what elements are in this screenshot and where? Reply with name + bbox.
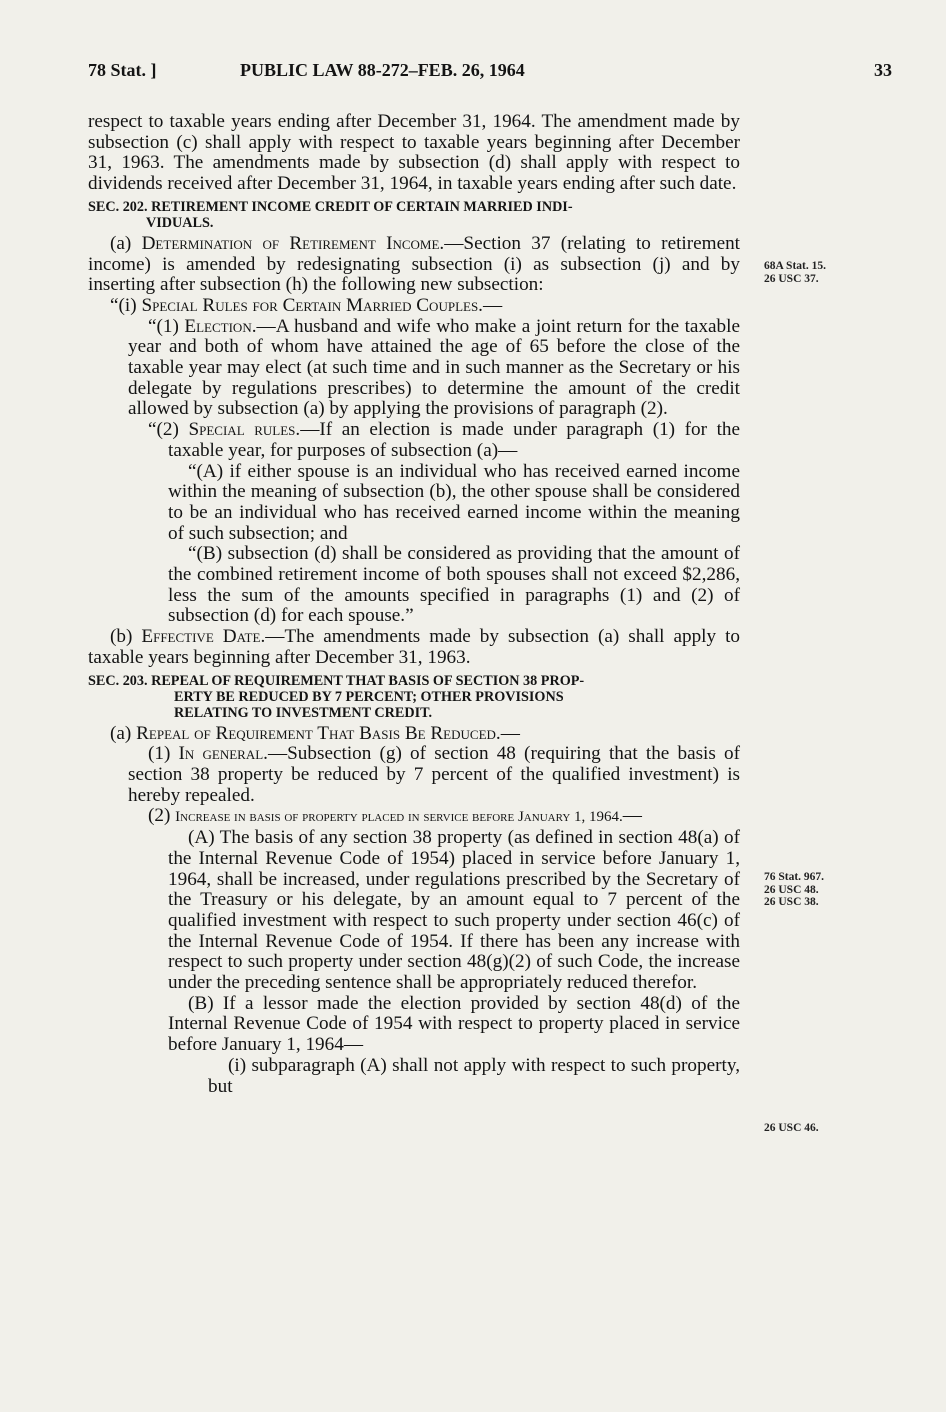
section-heading-202: SEC. 202. RETIREMENT INCOME CREDIT OF CERTAIN MARRIED INDI- VIDUALS. bbox=[88, 198, 573, 231]
subsection-b: (b) Effective Date.—The amendments made by subsection (a) shall apply to taxable years beginning after December 31, 1963. bbox=[88, 626, 741, 668]
subsection-a: (a) Determination of Retirement Income.—Section 37 (relating to retirement income) is amended by redesignating subsection (i) as subsection (j) and by inserting after subsection (h) the following new subsection: bbox=[88, 232, 741, 296]
repeal-subparagraph-B: (B) If a lessor made the election provided by section 48(d) of the Internal Revenue Code of 1954 with respect to property placed in service before January 1, 1964— bbox=[168, 992, 740, 1056]
subsection-i: “(i) Special Rules for Certain Married Couples.— bbox=[110, 294, 503, 316]
paragraph-1-election: “(1) Election.—A husband and wife who make a joint return for the taxable year and both of whom have attained the age of 65 before the close of the taxable year may elect (at such time and in such manner as the Secretary or his delegate by regulations prescribes) to determine the amount of the credit allowed by subsection (a) by applying the provisions of paragraph (2). bbox=[128, 315, 740, 420]
repeal-subsection-a: (a) Repeal of Requirement That Basis Be Reduced.— bbox=[110, 722, 520, 744]
repeal-clause-i: (i) subparagraph (A) shall not apply with respect to such property, but bbox=[208, 1054, 740, 1097]
page-number: 33 bbox=[874, 60, 892, 80]
paragraph-intro: respect to taxable years ending after December 31, 1964. The amendment made by subsection (c) shall apply with respect to taxable years beginning after December 31, 1963. The amendments made by subsection (d) shall apply with respect to dividends received after December 31, 1964, in taxable years ending after such date. bbox=[88, 111, 740, 195]
running-header-volume: 78 Stat. ] bbox=[88, 60, 157, 80]
body-text bbox=[88, 112, 740, 1097]
paragraph-2-special-rules: “(2) Special rules.—If an election is made under paragraph (1) for the taxable year, for purposes of subsection (a)— bbox=[148, 419, 741, 461]
subparagraph-B: “(B) subsection (d) shall be considered as providing that the amount of the combined retirement income of both spouses shall not exceed $2,286, less the sum of the amounts specified in paragraphs (1) and (2) of subsection (d) for each spouse.” bbox=[168, 543, 740, 627]
repeal-paragraph-2: (2) Increase in basis of property placed in service before January 1, 1964.— bbox=[148, 805, 642, 827]
running-header-title: PUBLIC LAW 88-272–FEB. 26, 1964 bbox=[240, 60, 525, 80]
margin-note-2: 76 Stat. 967. 26 USC 48. 26 USC 38. bbox=[764, 871, 825, 908]
section-heading-203: SEC. 203. REPEAL OF REQUIREMENT THAT BASIS OF SECTION 38 PROP- ERTY BE REDUCED BY 7 PERCENT; OTHER PROVISIONS RELATING TO INVESTMENT CREDIT. bbox=[88, 672, 585, 721]
repeal-subparagraph-A: (A) The basis of any section 38 property (as defined in section 48(a) of the Internal Revenue Code of 1954) placed in service before January 1, 1964, shall be increased, under regulations prescribed by the Secretary of the Treasury or his delegate, by an amount equal to 7 percent of the qualified investment with respect to such property under section 46(c) of the Internal Revenue Code of 1954. If there has been any increase with respect to such property under section 48(g)(2) of such Code, the increase under the preceding sentence shall be appropriately reduced therefor. bbox=[168, 827, 740, 994]
repeal-paragraph-1: (1) In general.—Subsection (g) of section 48 (requiring that the basis of section 38 property be reduced by 7 percent of the qualified investment) is hereby repealed. bbox=[128, 743, 741, 806]
subparagraph-A: “(A) if either spouse is an individual who has received earned income within the meaning of subsection (b), the other spouse shall be considered to be an individual who has received earned income within the meaning of such subsection; and bbox=[168, 460, 740, 544]
margin-note-3: 26 USC 46. bbox=[764, 1122, 819, 1134]
margin-note-1: 68A Stat. 15. 26 USC 37. bbox=[764, 260, 826, 285]
